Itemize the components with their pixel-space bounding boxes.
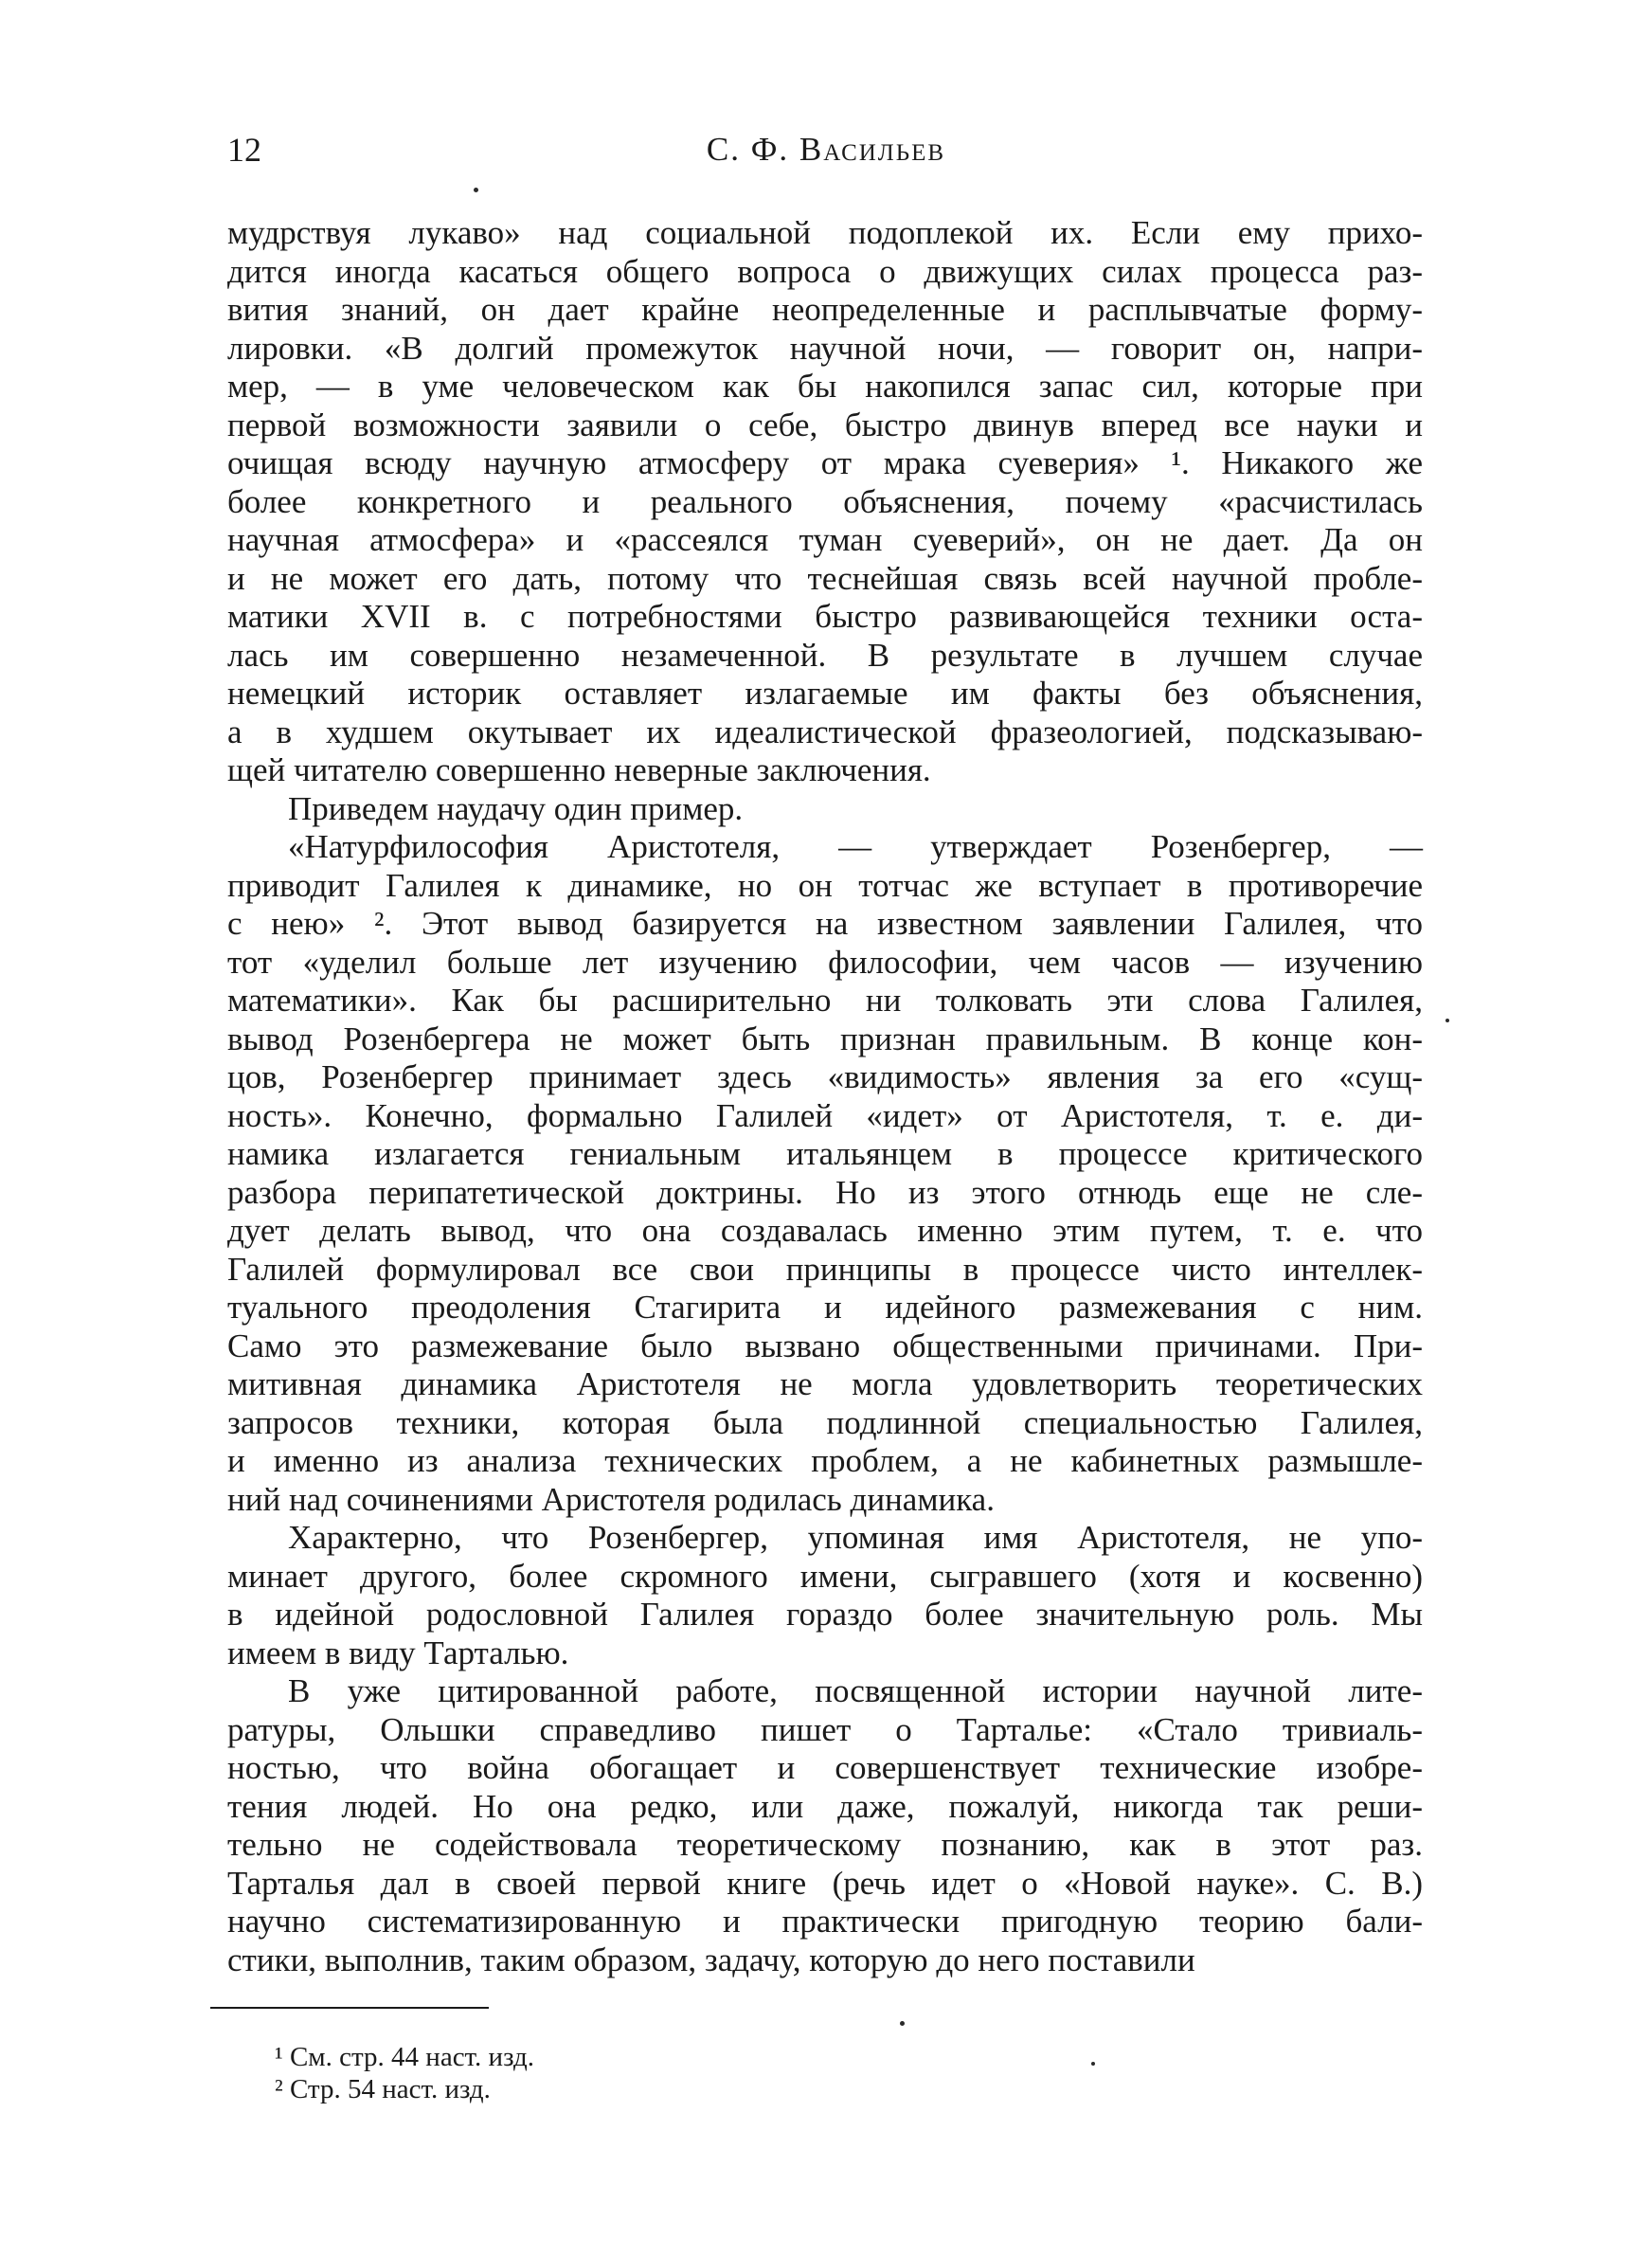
footnote [275,2073,1127,2105]
text-line: математики». Как бы расширительно ни толковать эти слова Галилея, [227,982,1423,1019]
text-line: запросов техники, которая была подлинной специальностью Галилея, [227,1403,1423,1441]
text-line: стики, выполнив, таким образом, задачу, которую до него поставили [227,1941,1195,1978]
text-line: дится иногда касаться общего вопроса о движущих силах процесса раз- [227,252,1423,290]
print-speck [1446,1019,1449,1022]
text-line: Тарталья дал в своей первой книге (речь идет о «Новой науке». С. В.) [227,1864,1423,1902]
text-line: ний над сочинениями Аристотеля родилась динамика. [227,1480,995,1518]
print-speck [900,2021,905,2026]
footnote-mark: ¹ [275,2042,283,2072]
author-initials: С. Ф. [706,131,790,168]
text-line: цов, Розенбергер принимает здесь «видимость» явления за его «сущ- [227,1058,1423,1095]
text-line: приводит Галилея к динамике, но он тотчас же вступает в противоречие [227,866,1423,904]
running-head [227,129,1425,171]
text-line: первой возможности заявили о себе, быстро двинув вперед все науки и [227,406,1423,443]
text-line: немецкий историк оставляет излагаемые им факты без объяснения, [227,675,1423,712]
text-line: и именно из анализа технических проблем, а не кабинетных размышле- [227,1442,1423,1479]
text-line: мер, — в уме человеческом как бы накопился запас сил, которые при [227,368,1423,405]
paragraph [227,1519,1423,1672]
text-line: щей читателю совершенно неверные заключения. [227,751,931,788]
text-line: дует делать вывод, что она создавалась именно этим путем, т. е. что [227,1212,1423,1249]
text-line: очищая всюду научную атмосферу от мрака суеверия» ¹. Никакого же [227,444,1423,481]
text-line: матики XVII в. с потребностями быстро развивающейся техники оста- [227,598,1423,635]
text-line: вития знаний, он дает крайне неопределенные и расплывчатые форму- [227,291,1423,328]
text-line: Само это размежевание было вызвано общественными причинами. При- [227,1327,1423,1364]
text-line: научная атмосфера» и «рассеялся туман суеверий», он не дает. Да он [227,521,1423,558]
text-line: более конкретного и реального объяснения, почему «расчистилась [227,482,1423,520]
footnote-mark: ² [275,2074,283,2104]
text-line: и не может его дать, потому что теснейшая связь всей научной пробле- [227,559,1423,597]
text-line: разбора перипатетической доктрины. Но из этого отнюдь еще не сле- [227,1173,1423,1211]
text-line: минает другого, более скромного имени, сыгравшего (хотя и косвенно) [227,1557,1423,1595]
text-line: с нею» ². Этот вывод базируется на известном заявлении Галилея, что [227,905,1423,942]
text-line: Приведем наудачу один пример. [288,789,744,827]
text-line: ность». Конечно, формально Галилей «идет» от Аристотеля, т. е. ди- [227,1096,1423,1134]
paragraph [227,828,1423,1519]
text-line: Галилей формулировал все свои принципы в процессе чисто интеллек- [227,1250,1423,1288]
print-speck [474,188,478,192]
text-line: тельно не содействовала теоретическому познанию, как в этот раз. [227,1826,1423,1863]
text-line: ностью, что война обогащает и совершенствует технические изобре- [227,1749,1423,1786]
paragraph [227,790,1423,829]
page-header [227,129,1425,174]
text-line: вывод Розенбергера не может быть признан правильным. В конце кон- [227,1020,1423,1057]
text-line: имеем в виду Тарталью. [227,1634,569,1671]
text-line: намика излагается гениальным итальянцем в процессе критического [227,1135,1423,1172]
text-line: лась им совершенно незамеченной. В результате в лучшем случае [227,636,1423,674]
footnote-rule [210,2007,489,2009]
text-line: мудрствуя лукаво» над социальной подоплекой их. Если ему прихо- [227,214,1423,251]
text-line: митивная динамика Аристотеля не могла удовлетворить теоретических [227,1365,1423,1402]
text-line: научно систематизированную и практически пригодную теорию бали- [227,1903,1423,1940]
text-line: В уже цитированной работе, посвященной истории научной лите- [288,1672,1423,1709]
text-line: «Натурфилософия Аристотеля, — утверждает Розенбергер, — [288,828,1423,865]
paragraph [227,214,1423,790]
text-line: ратуры, Ольшки справедливо пишет о Тарталье: «Стало тривиаль- [227,1710,1423,1748]
paragraph [227,1672,1423,1979]
main-text [227,214,1423,1979]
page-number: 12 [227,131,261,169]
text-line: Характерно, что Розенбергер, упоминая имя Аристотеля, не упо- [288,1519,1423,1556]
footnote-text: См. стр. 44 наст. изд. [289,2042,535,2072]
footnotes [275,2041,1127,2105]
footnote [275,2041,1127,2073]
text-line: лировки. «В долгий промежуток научной ночи, — говорит он, напри- [227,329,1423,367]
author-surname: Васильев [799,131,946,168]
footnote-text: Стр. 54 наст. изд. [289,2074,491,2104]
text-line: в идейной родословной Галилея гораздо более значительную роль. Мы [227,1596,1423,1633]
text-line: а в худшем окутывает их идеалистической фразеологией, подсказываю- [227,713,1423,750]
text-line: тот «уделил больше лет изучению философии, чем часов — изучению [227,943,1423,981]
text-line: тения людей. Но она редко, или даже, пожалуй, никогда так реши- [227,1787,1423,1825]
text-line: туального преодоления Стагирита и идейного размежевания с ним. [227,1289,1423,1326]
